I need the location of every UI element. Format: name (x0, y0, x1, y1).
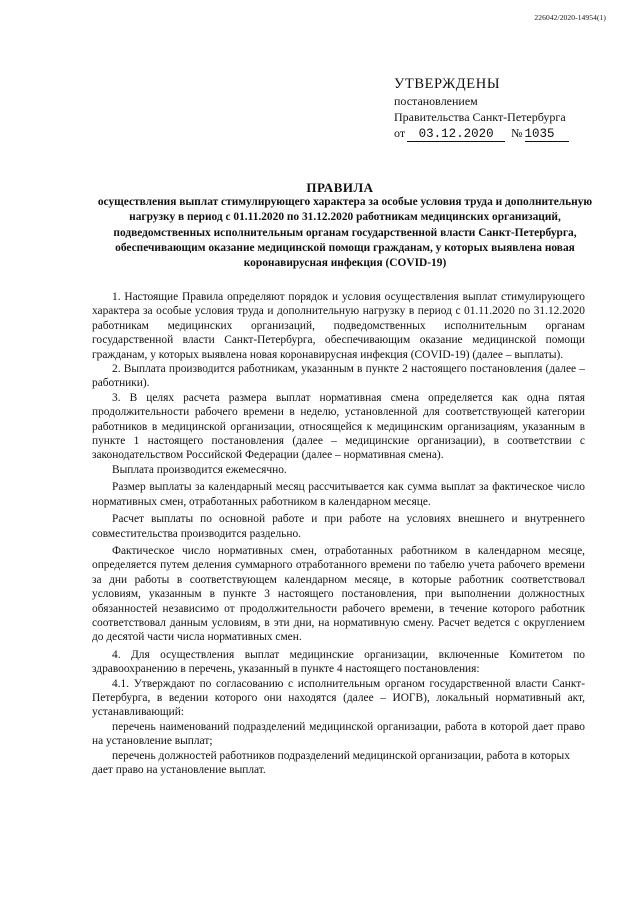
paragraph-shift-count: Фактическое число нормативных смен, отработанных работником в календарном месяце, определяется путем деления суммарного отработанного времени по табелю учета рабочего времени за дни работы в соответствующем календарном месяце, в которые работник соответствовал условиям, указанным в пункте 3 настоящего постановления, при выполнении должностных обязанностей независимо от продолжительности рабочего времени, в течение которого работник соответствовал данным условиям, в эти дни, на нормативную смену. Расчет ведется с округлением до десятой части числа нормативных смен. (92, 544, 585, 644)
document-title: ПРАВИЛА (306, 180, 374, 195)
approval-heading: УТВЕРЖДЕНЫ (394, 76, 501, 92)
approval-number: 1035 (525, 127, 569, 142)
paragraph-amount: Размер выплаты за календарный месяц рассчитывается как сумма выплат за фактическое число нормативных смен, отработанных работником в календарном месяце. (92, 481, 585, 508)
paragraph-4-1: 4.1. Утверждают по согласованию с исполнительным органом государственной власти Санкт-Петербурга, в ведении которого они находятся (далее – ИОГВ), локальный нормативный акт, устанавливающий: (92, 677, 585, 719)
paragraph-2: 2. Выплата производится работникам, указанным в пункте 2 настоящего постановления (далее – работники). (92, 363, 585, 390)
approval-date: 03.12.2020 (407, 127, 505, 142)
document-id: 226042/2020-14954(1) (534, 13, 606, 22)
paragraph-list-positions: перечень должностей работников подразделений медицинской организации, работа в которых дает право на установление выплат. (92, 749, 570, 776)
paragraph-separate-calc: Расчет выплаты по основной работе и при работе на условиях внешнего и внутреннего совместительства производится раздельно. (92, 513, 585, 540)
document-body (92, 290, 585, 777)
number-prefix: № (511, 126, 523, 140)
approval-line-1: постановлением (394, 94, 478, 108)
paragraph-monthly: Выплата производится ежемесячно. (112, 463, 287, 476)
paragraph-1: 1. Настоящие Правила определяют порядок и условия осуществления выплат стимулирующего характера за особые условия труда и дополнительную нагрузку в период с 01.11.2020 по 31.12.2020 работникам медицинских организаций, подведомственных исполнительным органам государственной власти Санкт-Петербурга, обеспечивающим оказание медицинской помощи гражданам, у которых выявлена новая коронавирусная инфекция (COVID-19) (далее – выплаты). (92, 291, 585, 361)
approval-stamp (394, 75, 569, 142)
paragraph-3: 3. В целях расчета размера выплат нормативная смена определяется как одна пятая продолжительности рабочего времени в неделю, установленной для соответствующей категории работников в медицинской организации, относящейся к медицинским организациям, указанным в пункте 1 настоящего постановления (далее – медицинские организации), в соответствии с законодательством Российской Федерации (далее – нормативная смена). (92, 391, 585, 462)
document-subtitle: осуществления выплат стимулирующего характера за особые условия труда и дополнительную нагрузку в период с 01.11.2020 по 31.12.2020 работникам медицинских организаций, подведомственных исполнительным органам государственной власти Санкт-Петербурга, обеспечивающим оказание медицинской помощи гражданам, у которых выявлена новая коронавирусная инфекция (COVID-19) (97, 196, 593, 270)
approval-date-row (394, 125, 569, 142)
paragraph-list-units: перечень наименований подразделений медицинской организации, работа в которой дает право на установление выплат; (92, 720, 585, 748)
date-prefix: от (394, 126, 406, 140)
paragraph-4: 4. Для осуществления выплат медицинские организации, включенные Комитетом по здравоохранению в перечень, указанный в пункте 4 настоящего постановления: (92, 648, 585, 676)
approval-line-2: Правительства Санкт-Петербурга (394, 110, 566, 124)
